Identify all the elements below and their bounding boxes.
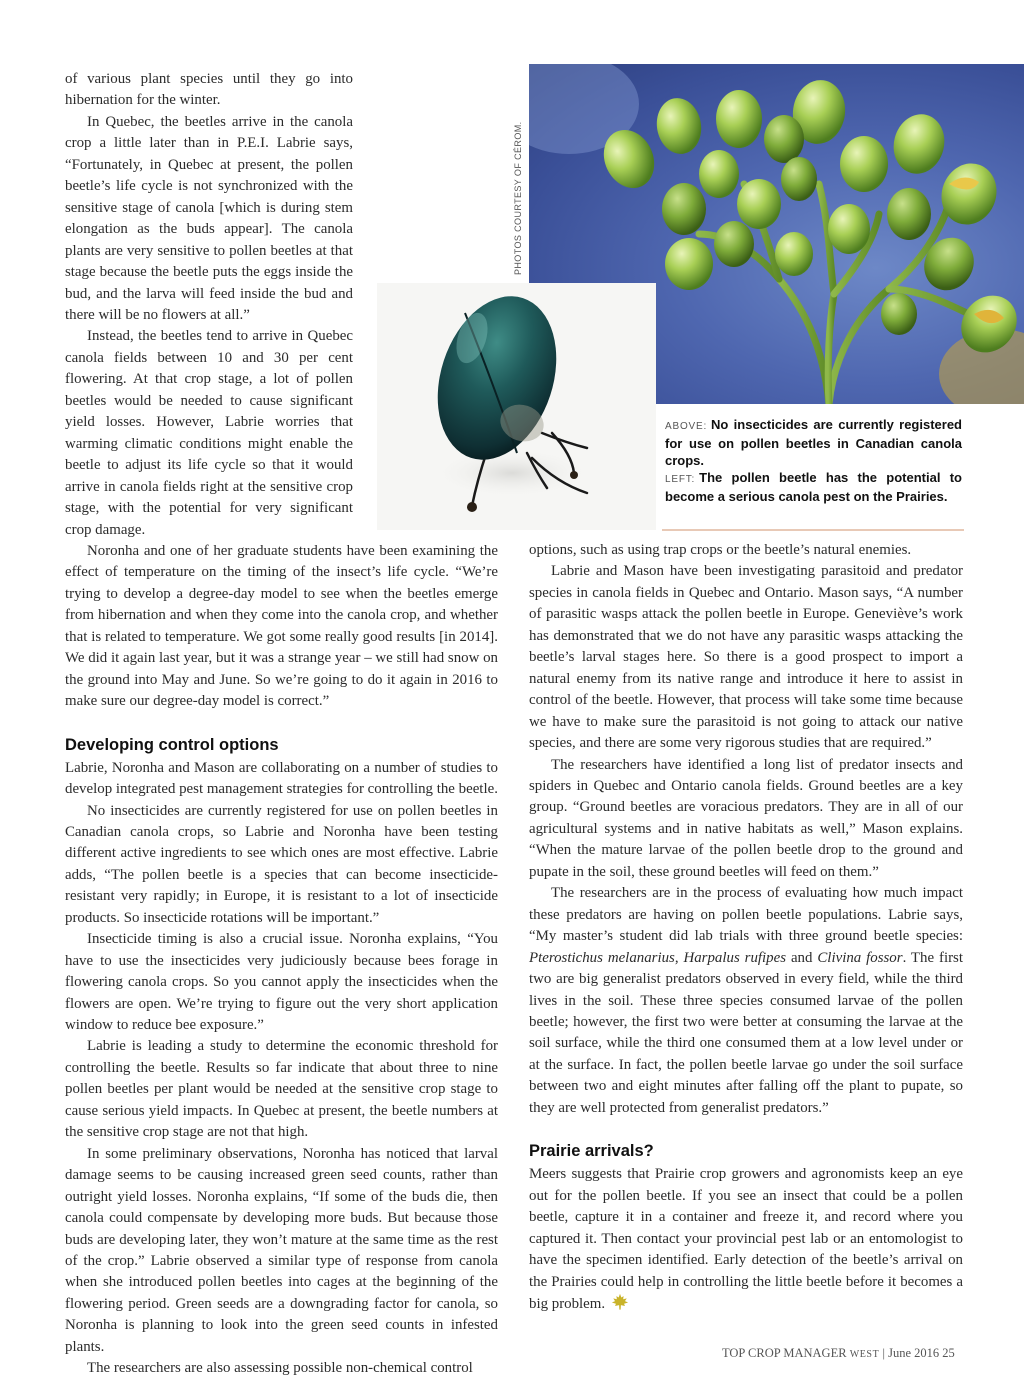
section-heading: Prairie arrivals? — [529, 1142, 654, 1161]
paragraph: Labrie, Noronha and Mason are collaborating on a number of studies to develop integrated pest management strategies for controlling the beetle. — [65, 759, 498, 798]
right-column — [529, 540, 963, 1318]
paragraph: The researchers have identified a long list of predator insects and spiders in Quebec and Ontario canola fields. Ground beetles are a key group. “Ground beetles are voracious predators. They are in all of our agricultural systems and in native habitats as well,” Mason explains. “When the mature larvae of the pollen beetle drop to the ground and pupate in the soil, these ground beetles will feed on them.” — [529, 756, 963, 880]
text-run: . The first two are big generalist predators observed in every field, while the third lives in the soil. These three species consumed larvae of the pollen beetle; however, the first two were better at consuming the larvae at the soil surface, while the third one consumed them at a low level under or at the surface. In fact, the pollen beetle larvae go under the soil surface between two and eight minutes after falling off the plant to pupate, so they are well protected from generalist predators.” — [529, 949, 963, 1116]
page-number: 25 — [942, 1346, 955, 1360]
species-name: Harpalus rufipes — [683, 949, 787, 966]
paragraph: Labrie and Mason have been investigating parasitoid and predator species in canola fields in Quebec and Ontario. Mason says, “A number of parasitic wasps attack the pollen beetle in Europe. Geneviève’s work has demonstrated that we do not have any parasitic wasps attacking the beetle’s larval stages here. So there is a good prospect to import a natural enemy from its native range and introduce it here to assist in control of the beetle. However, that process will take some time because we have to make sure the parasitoid is not going to attack our native species, and there are some very rigorous studies that are required.” — [529, 563, 963, 752]
photo-credit: PHOTOS COURTESY OF CÉROM. — [513, 121, 523, 275]
caption-left-tag: LEFT: — [665, 474, 696, 485]
paragraph: No insecticides are currently registered for use on pollen beetles in Canadian canola crops, so Labrie and Noronha have been testing different active ingredients to see which ones are most effective. Labrie adds, “The pollen beetle is a species that can become insecticide-resistant very rapidly; in Europe, it is resistant to a lot of insecticide products. So insecticide rotations will be important.” — [65, 802, 498, 926]
paragraph — [529, 1164, 963, 1318]
paragraph: The researchers are also assessing possible non-chemical control — [87, 1360, 473, 1377]
paragraph: In some preliminary observations, Noronha has noticed that larval damage seems to be causing increased green seed counts, rather than outright yield losses. Noronha explains, “If some of the buds die, then canola could compensate by developing more buds. But because those buds are developing later, they won’t mature at the same time as the rest of the crop.” Labrie observed a similar type of response from canola when she introduced pollen beetles into cages at the beginning of the flowering period. Green seeds are a downgrading factor for canola, so Noronha is planning to look into the green seed counts in infested plants. — [65, 1145, 498, 1355]
species-name: Pterostichus melanarius — [529, 949, 675, 966]
paragraph: Insecticide timing is also a crucial issue. Noronha explains, “You have to use the insecticides very judiciously because bees forage in flowering canola crops. So you cannot apply the insecticides when the flowers are open. We’re trying to figure out the very short application window to reduce bee exposure.” — [65, 931, 498, 1034]
paragraph: Noronha and one of her graduate students have been examining the effect of temperature on the timing of the insect’s life cycle. “We’re trying to develop a degree-day model to see when the beetles emerge from hibernation and when they come into the canola crop, and whether that is related to temperature. We got some really good results [in 2014]. We did it again last year, but it was a strange year – we still had snow on the ground into May and June. So we’re going to do it again in 2016 to make sure our degree-day model is correct.” — [65, 542, 498, 710]
paragraph: options, such as using trap crops or the beetle’s natural enemies. — [529, 542, 912, 558]
text-run: The researchers are in the process of evaluating how much impact these predators are having on pollen beetle populations. Labrie says, “My master’s student did lab trials with three ground beetle species: — [529, 885, 963, 945]
caption-above-tag: ABOVE: — [665, 421, 708, 432]
paragraph: Instead, the beetles tend to arrive in Quebec canola fields between 10 and 30 per cent flowering. At that crop stage, a lot of pollen beetles would be needed to cause significant yield losses. However, Labrie worries that warming climatic conditions might enable the beetle to adjust its life cycle so that it would arrive in canola fields right at the sensitive crop stage, with the potential for very significant crop damage. — [65, 328, 353, 538]
text-run: and — [786, 949, 818, 966]
magazine-name: TOP CROP MANAGER — [722, 1346, 847, 1360]
page-footer — [722, 1346, 955, 1361]
text-run: Meers suggests that Prairie crop growers and agronomists keep an eye out for the pollen beetle. If you see an insect that could be a pollen beetle, capture it in a container and freeze it, and record where you captured it. Then contact your provincial pest lab or an entomologist to have the specimen identified. Early detection of the beetle’s arrival on the Prairies could help in controlling the little beetle before it becomes a big problem. — [529, 1166, 963, 1312]
caption-above-text: No insecticides are currently registered for use on pollen beetles in Canadian canola crops. — [665, 417, 962, 468]
section-heading: Developing control options — [65, 735, 279, 754]
maple-leaf-icon — [611, 1293, 629, 1318]
issue-date: June 2016 — [888, 1346, 940, 1360]
edition-name: WEST — [849, 1349, 880, 1360]
footer-separator: | — [882, 1346, 885, 1360]
paragraph: Labrie is leading a study to determine the economic threshold for controlling the beetle. Results so far indicate that about three to nine pollen beetles per plant would be needed at the sensitive crop stage to cause serious yield impacts. In Quebec at present, the beetle numbers at the sensitive crop stage are not that high. — [65, 1038, 498, 1141]
species-name: Clivina fossor — [817, 949, 903, 966]
text-run: , — [674, 949, 684, 966]
paragraph: In Quebec, the beetles arrive in the canola crop a little later than in P.E.I. Labrie says, “Fortunately, in Quebec at present, the pollen beetle’s life cycle is not synchronized with the sensitive stage of canola [which is during stem elongation as the buds appear]. The canola plants are very sensitive to pollen beetles at that stage because the beetle puts the eggs inside the bud, and the larva will feed inside the bud and there will be no flowers at all.” — [65, 113, 353, 323]
paragraph — [529, 883, 963, 1119]
paragraph: of various plant species until they go into hibernation for the winter. — [65, 71, 353, 109]
beetle-photo-wrap-space — [353, 264, 498, 539]
caption-divider — [662, 529, 964, 531]
left-column — [65, 69, 498, 1380]
photo-caption — [665, 416, 962, 505]
caption-left-text: The pollen beetle has the potential to become a serious canola pest on the Prairies. — [665, 470, 962, 504]
